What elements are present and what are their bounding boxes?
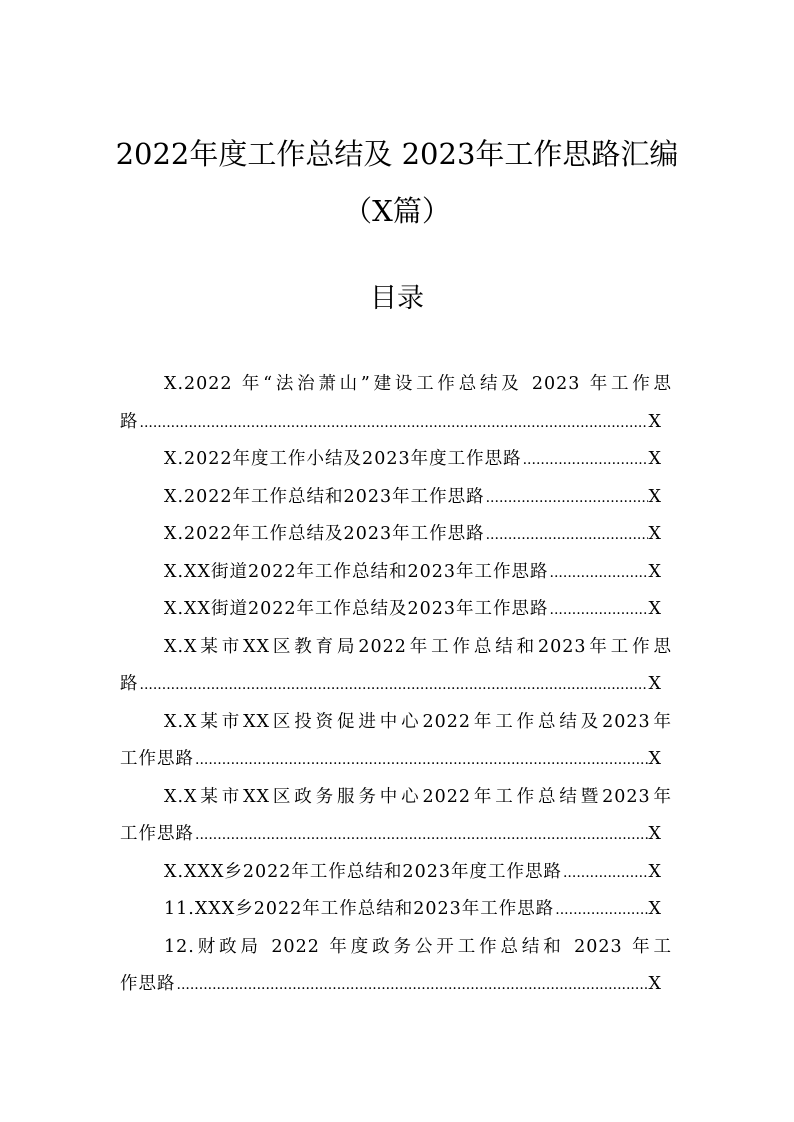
toc-page-number: X xyxy=(648,974,662,994)
toc-page-number: X xyxy=(648,561,662,582)
toc-entry-text: X.XXX乡2022年工作总结和2023年度工作思路 xyxy=(164,861,562,882)
toc-entry-text-cont: 作思路 xyxy=(120,974,176,994)
toc-entry-text: X.X某市XX区政务服务中心2022年工作总结暨2023年 xyxy=(164,786,672,807)
toc-entry-12[interactable] xyxy=(120,929,672,1004)
toc-entry-text: X.XX街道2022年工作总结和2023年工作思路 xyxy=(164,561,549,582)
toc-entry-7[interactable] xyxy=(120,629,672,704)
toc-entry-text: X.X某市XX区投资促进中心2022年工作总结及2023年 xyxy=(164,711,672,732)
toc-entry-text: X.2022年度工作小结及2023年度工作思路 xyxy=(164,449,522,469)
toc-page-number: X xyxy=(648,524,662,544)
dot-leader xyxy=(486,480,648,517)
toc-entry-text-cont: 工作思路 xyxy=(120,749,194,769)
toc-entry-text: X.2022年工作总结及2023年工作思路 xyxy=(164,524,485,544)
toc-entry-11[interactable] xyxy=(120,891,672,929)
dot-leader xyxy=(140,405,648,442)
document-title: 2022年度工作总结及 2023年工作思路汇编 xyxy=(115,137,679,171)
toc-entry-text: 11.XXX乡2022年工作总结和2023年工作思路 xyxy=(164,899,555,919)
dot-leader xyxy=(486,517,648,554)
toc-page-number: X xyxy=(648,449,662,469)
toc-entry-3[interactable] xyxy=(120,479,672,517)
toc-entry-5[interactable] xyxy=(120,554,672,592)
toc-entry-2[interactable] xyxy=(120,441,672,479)
toc-page-number: X xyxy=(648,824,662,844)
dot-leader xyxy=(555,892,647,929)
toc-page-number: X xyxy=(648,411,662,432)
toc-entry-text-cont: 路 xyxy=(120,411,139,432)
toc-page-number: X xyxy=(648,899,662,919)
dot-leader xyxy=(140,667,648,704)
toc-entry-text: X.XX街道2022年工作总结及2023年工作思路 xyxy=(164,599,549,619)
dot-leader xyxy=(550,555,648,592)
toc-entry-6[interactable] xyxy=(120,591,672,629)
toc-entry-text-cont: 路 xyxy=(120,674,139,694)
toc-entry-text: X.X某市XX区教育局2022年工作总结和2023年工作思 xyxy=(164,636,672,657)
toc-entry-text: X.2022 年“法治萧山”建设工作总结及 2023 年工作思 xyxy=(164,374,672,394)
toc-entry-10[interactable] xyxy=(120,854,672,892)
toc-page-number: X xyxy=(648,861,662,882)
dot-leader xyxy=(523,442,648,479)
toc-page-number: X xyxy=(648,749,662,769)
dot-leader xyxy=(550,592,648,629)
table-of-contents xyxy=(120,366,672,1004)
toc-page-number: X xyxy=(648,599,662,619)
toc-entry-9[interactable] xyxy=(120,779,672,854)
toc-entry-text: X.2022年工作总结和2023年工作思路 xyxy=(164,486,485,507)
toc-entry-4[interactable] xyxy=(120,516,672,554)
dot-leader xyxy=(177,967,648,1004)
document-subtitle: （X篇） xyxy=(343,194,451,228)
dot-leader xyxy=(195,817,648,854)
toc-entry-1[interactable] xyxy=(120,366,672,441)
toc-page-number: X xyxy=(648,486,662,507)
toc-heading: 目录 xyxy=(370,283,424,314)
toc-entry-text-cont: 工作思路 xyxy=(120,824,194,844)
toc-entry-text: 12.财政局 2022 年度政务公开工作总结和 2023 年工 xyxy=(164,936,672,957)
dot-leader xyxy=(195,742,648,779)
dot-leader xyxy=(563,855,648,892)
toc-entry-8[interactable] xyxy=(120,704,672,779)
toc-page-number: X xyxy=(648,674,662,694)
